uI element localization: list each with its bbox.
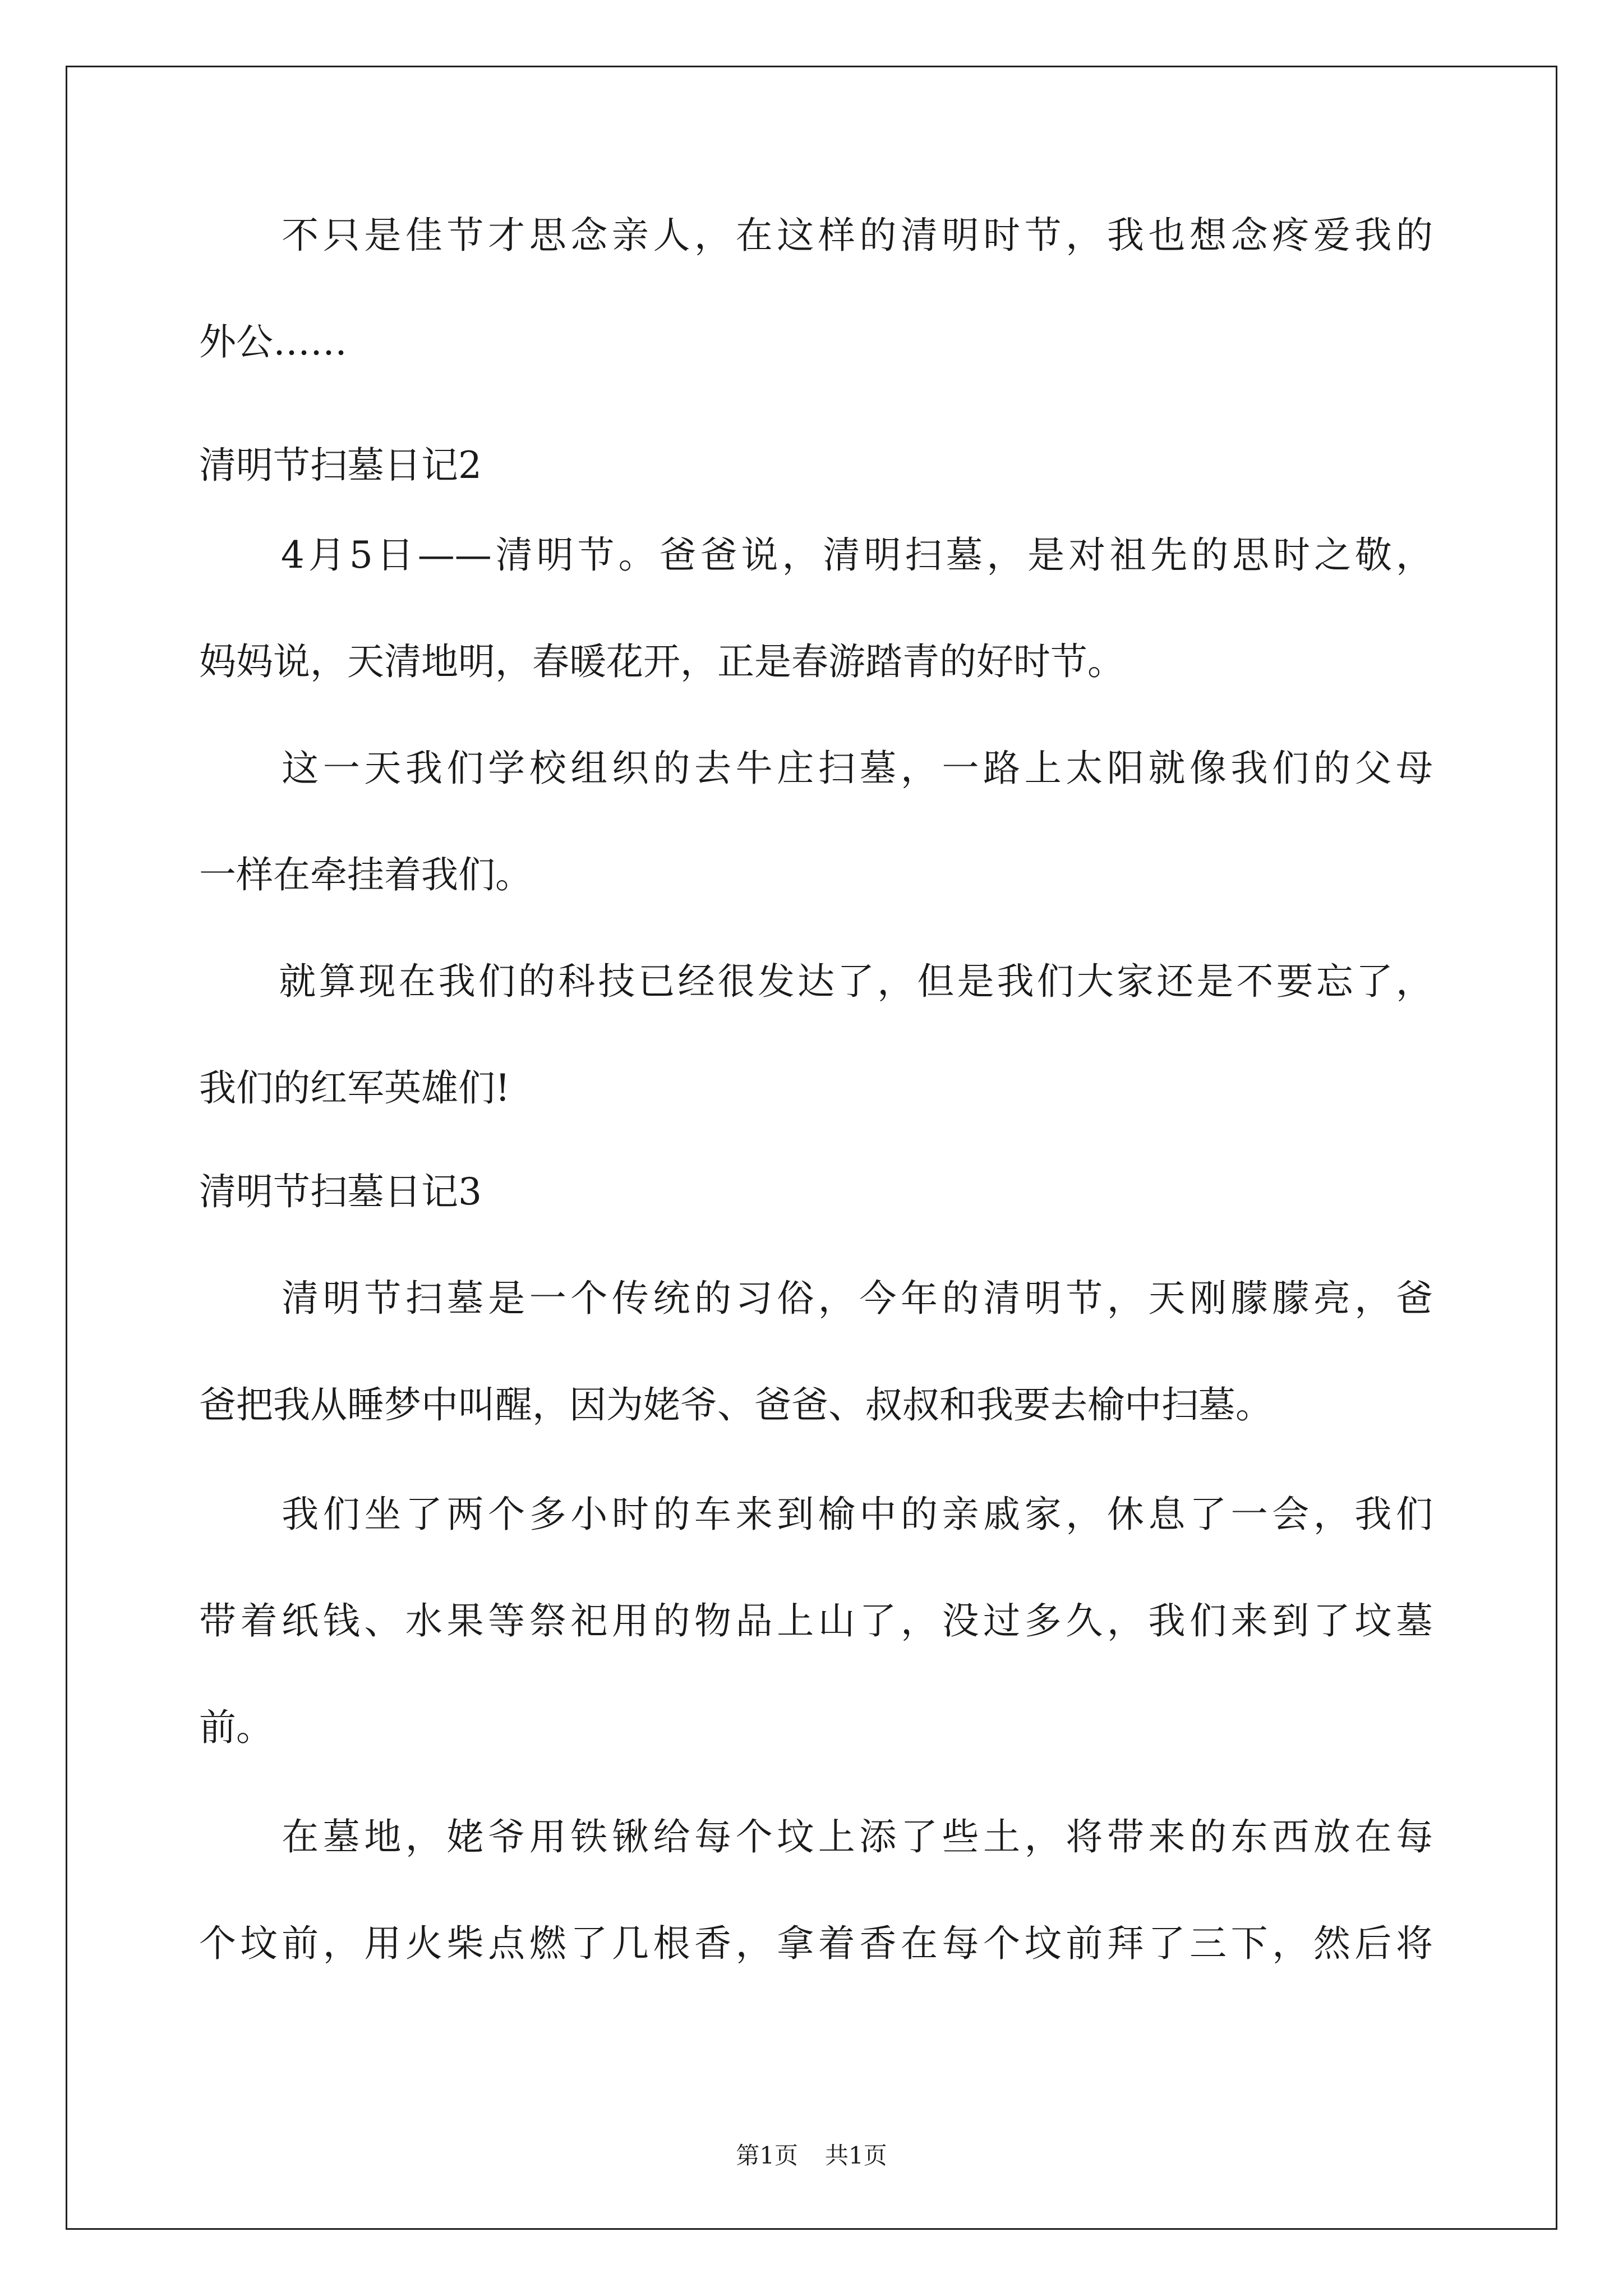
text-line: 4月5日——清明节。爸爸说，清明扫墓，是对祖先的思时之敬， bbox=[199, 533, 1433, 577]
text-line: 在墓地，姥爷用铁锹给每个坟上添了些土，将带来的东西放在每 bbox=[199, 1815, 1433, 1858]
text-line: 就算现在我们的科技已经很发达了，但是我们大家还是不要忘了， bbox=[199, 960, 1433, 1003]
text-line: 不只是佳节才思念亲人，在这样的清明时节，我也想念疼爱我的 bbox=[199, 214, 1433, 257]
text-line: 外公…… bbox=[199, 320, 347, 364]
page-footer bbox=[0, 2142, 1623, 2170]
text-line: 妈妈说，天清地明，春暖花开，正是春游踏青的好时节。 bbox=[199, 640, 1124, 683]
page-border bbox=[66, 66, 1557, 2230]
text-line: 我们的红军英雄们! bbox=[199, 1066, 510, 1110]
text-line: 我们坐了两个多小时的车来到榆中的亲戚家，休息了一会，我们 bbox=[199, 1493, 1433, 1536]
page-total: 共1页 bbox=[825, 2142, 887, 2169]
text-line: 这一天我们学校组织的去牛庄扫墓，一路上太阳就像我们的父母 bbox=[199, 747, 1433, 790]
text-line: 一样在牵挂着我们。 bbox=[199, 853, 532, 896]
text-line: 爸把我从睡梦中叫醒，因为姥爷、爸爸、叔叔和我要去榆中扫墓。 bbox=[199, 1383, 1272, 1427]
text-line: 带着纸钱、水果等祭祀用的物品上山了，没过多久，我们来到了坟墓 bbox=[199, 1599, 1433, 1642]
text-line: 清明节扫墓是一个传统的习俗，今年的清明节，天刚朦朦亮，爸 bbox=[199, 1277, 1433, 1320]
text-line: 个坟前，用火柴点燃了几根香，拿着香在每个坟前拜了三下，然后将 bbox=[199, 1922, 1433, 1965]
section-heading: 清明节扫墓日记2 bbox=[199, 444, 482, 487]
section-heading: 清明节扫墓日记3 bbox=[199, 1170, 482, 1213]
page-number: 第1页 bbox=[736, 2142, 798, 2169]
text-line: 前。 bbox=[199, 1706, 273, 1749]
